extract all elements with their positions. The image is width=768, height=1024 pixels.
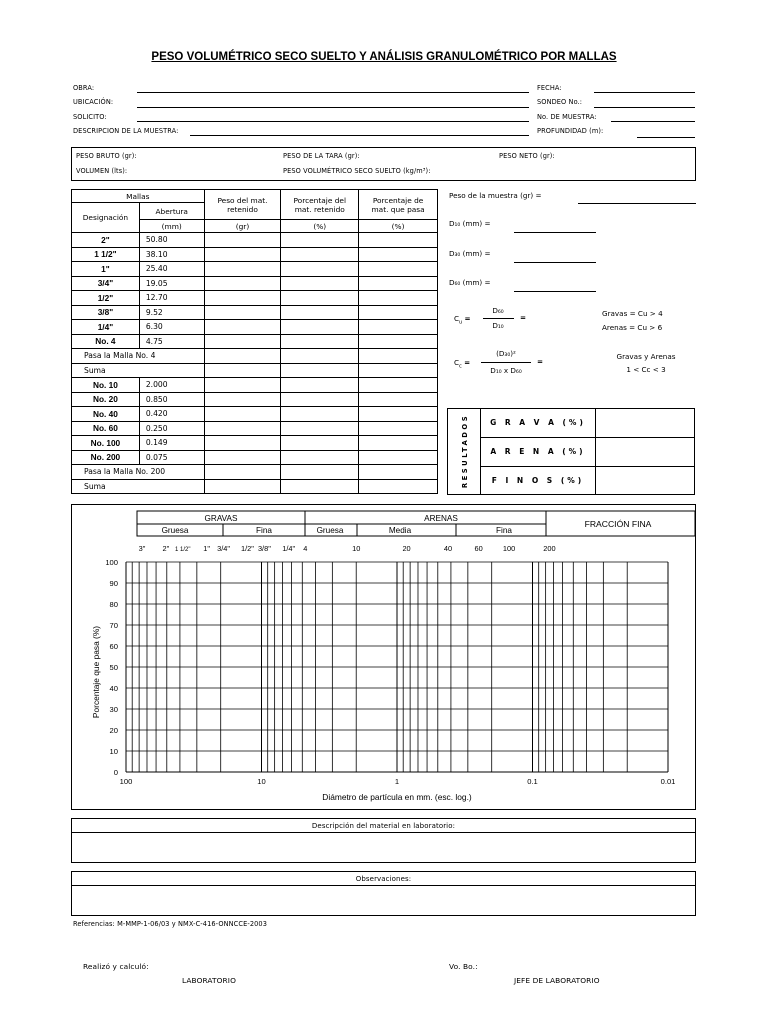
sieve-abertura: 0.149 [139, 436, 204, 451]
sieve-designacion: No. 100 [72, 436, 140, 451]
arenas-label: ARENAS [424, 514, 458, 523]
x-tick-label: 0.1 [527, 777, 538, 786]
obra-label: OBRA: [73, 84, 95, 92]
pct-pasa-unit: (%) [359, 220, 438, 233]
abertura-header: Abertura [139, 203, 204, 220]
sieve-size-label: 4 [303, 544, 308, 553]
cu-denominator: D₁₀ [492, 321, 504, 330]
sieve-designacion: No. 60 [72, 421, 140, 436]
y-tick-label: 0 [113, 768, 118, 777]
cc-symbol: $C_c$ = [454, 358, 471, 370]
x-tick-label: 0.01 [660, 777, 676, 786]
x-tick-label: 100 [119, 777, 133, 786]
abertura-unit: (mm) [139, 220, 204, 233]
volumen-label: VOLUMEN (lts): [76, 167, 128, 175]
sieve-abertura: 0.075 [139, 450, 204, 465]
observaciones-box [71, 871, 696, 916]
jefe-laboratorio-label: JEFE DE LABORATORIO [514, 976, 600, 985]
pct-pasa-header: Porcentaje de mat. que pasa [359, 190, 438, 220]
sieve-designacion: 1" [72, 262, 140, 277]
pct-retenido-header: Porcentaje del mat. retenido [281, 190, 359, 220]
vobo-label: Vo. Bo.: [449, 962, 478, 971]
sieve-abertura: 9.52 [139, 305, 204, 320]
pct-unit: (%) [281, 220, 359, 233]
sieve-size-label: 100 [502, 544, 516, 553]
sondeo-label: SONDEO No.: [537, 98, 583, 106]
peso-unit: (gr) [204, 220, 281, 233]
y-tick-label: 60 [109, 642, 118, 651]
arenas-media-label: Media [388, 526, 412, 535]
cu-numerator: D₆₀ [492, 306, 504, 315]
x-tick-labels [120, 777, 676, 786]
referencias: Referencias: M-MMP-1-06/03 y NMX-C-416-ONNCCE-2003 [73, 920, 268, 928]
fraccion-fina-label: FRACCIÓN FINA [584, 519, 652, 529]
d10-label: D₁₀ (mm) = [449, 219, 491, 228]
sieve-designacion: 1/4" [72, 320, 140, 335]
sieve-designacion: No. 10 [72, 378, 140, 393]
y-axis-label: Porcentaje que pasa (%) [91, 625, 101, 719]
descripcion-lab-label: Descripción del material en laboratorio: [311, 822, 456, 830]
arenas-cu: Arenas = Cu > 6 [602, 323, 663, 332]
sieve-abertura: 25.40 [139, 262, 204, 277]
y-tick-labels [105, 558, 118, 777]
pasa-malla-4: Pasa la Malla No. 4 [72, 349, 205, 364]
y-tick-label: 30 [109, 705, 118, 714]
observaciones-field[interactable] [72, 886, 695, 915]
observaciones-label: Observaciones: [355, 875, 412, 883]
sieve-size-label: 3" [138, 544, 146, 553]
sieve-size-label: 3/4" [217, 544, 231, 553]
resultados-label: RESULTADOS [461, 413, 469, 489]
sieve-size-label: 40 [443, 544, 453, 553]
cc-range: 1 < Cc < 3 [626, 365, 666, 374]
sieve-designacion: 3/4" [72, 276, 140, 291]
cc-denominator: D₁₀ x D₆₀ [490, 366, 522, 375]
gravas-gruesa-label: Gruesa [161, 526, 189, 535]
arenas-gruesa-label: Gruesa [316, 526, 344, 535]
sieve-designacion: 1 1/2" [72, 247, 140, 262]
gravas-arenas: Gravas y Arenas [616, 352, 676, 361]
sieve-size-label: 3/8" [257, 544, 271, 553]
sieve-abertura: 0.850 [139, 392, 204, 407]
arenas-fina-label: Fina [496, 526, 512, 535]
d60-label: D₆₀ (mm) = [449, 278, 491, 287]
mallas-header: Mallas [72, 190, 205, 203]
solicito-label: SOLICITO: [73, 113, 107, 121]
pasa-malla-200: Pasa la Malla No. 200 [72, 465, 205, 480]
y-tick-label: 100 [105, 558, 118, 567]
sieve-designacion: No. 4 [72, 334, 140, 349]
grava-pct-label: G R A V A (%) [490, 418, 586, 427]
y-tick-label: 20 [109, 726, 118, 735]
gravas-label: GRAVAS [204, 514, 238, 523]
sieve-size-label: 1" [203, 544, 211, 553]
gravas-fina-label: Fina [256, 526, 272, 535]
x-tick-label: 1 [394, 777, 400, 786]
designacion-header: Designación [72, 203, 140, 233]
peso-tara-label: PESO DE LA TARA (gr): [283, 152, 360, 160]
sieve-size-label: 20 [402, 544, 411, 553]
profundidad-label: PROFUNDIDAD (m): [537, 127, 604, 135]
y-tick-label: 10 [109, 747, 118, 756]
sieve-abertura: 19.05 [139, 276, 204, 291]
finos-pct-label: F I N O S (%) [491, 476, 585, 485]
laboratorio-label: LABORATORIO [182, 976, 236, 985]
cu-eq: = [520, 313, 527, 322]
sieve-abertura: 0.250 [139, 421, 204, 436]
sieve-size-label: 1/2" [240, 544, 254, 553]
suma-1: Suma [72, 363, 205, 378]
sieve-size-label: 200 [543, 544, 556, 553]
sieve-abertura: 12.70 [139, 291, 204, 306]
sieve-abertura: 0.420 [139, 407, 204, 422]
ubicacion-label: UBICACIÓN: [73, 98, 114, 106]
chart-grid [126, 562, 668, 772]
sieve-designacion: 1/2" [72, 291, 140, 306]
x-axis-label: Diámetro de partícula en mm. (esc. log.) [322, 792, 472, 802]
y-tick-label: 40 [109, 684, 118, 693]
sieve-designacion: No. 40 [72, 407, 140, 422]
descripcion-lab-field[interactable] [72, 833, 695, 862]
peso-muestra-label: Peso de la muestra (gr) = [449, 191, 542, 200]
no-muestra-label: No. DE MUESTRA: [537, 113, 597, 121]
cu-symbol: $C_u$ = [454, 314, 471, 326]
fecha-label: FECHA: [537, 84, 562, 92]
y-tick-label: 50 [109, 663, 118, 672]
cc-eq: = [537, 357, 544, 366]
sieve-abertura: 38.10 [139, 247, 204, 262]
suma-2: Suma [72, 479, 205, 494]
gravas-cu: Gravas = Cu > 4 [602, 309, 663, 318]
sieve-size-label: 1 1/2" [175, 547, 191, 553]
peso-neto-label: PESO NETO (gr): [499, 152, 555, 160]
sieve-size-label: 60 [474, 544, 483, 553]
y-tick-label: 80 [109, 600, 118, 609]
sieve-designacion: 3/8" [72, 305, 140, 320]
x-tick-label: 10 [257, 777, 266, 786]
sieve-labels [139, 544, 556, 553]
sieve-size-label: 1/4" [282, 544, 296, 553]
y-tick-label: 90 [109, 579, 118, 588]
y-tick-label: 70 [109, 621, 118, 630]
arena-pct-label: A R E N A (%) [490, 447, 586, 456]
realizo-label: Realizó y calculó: [83, 962, 149, 971]
peso-bruto-label: PESO BRUTO (gr): [76, 152, 137, 160]
d30-label: D₃₀ (mm) = [449, 249, 491, 258]
sieve-size-label: 10 [352, 544, 361, 553]
peso-mat-header: Peso del mat. retenido [204, 190, 281, 220]
descripcion-muestra-label: DESCRIPCION DE LA MUESTRA: [73, 127, 179, 135]
cc-numerator: (D₃₀)² [496, 349, 516, 358]
sieve-abertura: 6.30 [139, 320, 204, 335]
peso-volumetrico-label: PESO VOLUMÉTRICO SECO SUELTO (kg/m³): [283, 167, 431, 175]
sieve-designacion: 2" [72, 233, 140, 248]
sieve-designacion: No. 200 [72, 450, 140, 465]
sieve-abertura: 50.80 [139, 233, 204, 248]
sieve-abertura: 4.75 [139, 334, 204, 349]
page-title: PESO VOLUMÉTRICO SECO SUELTO Y ANÁLISIS GRANULOMÉTRICO POR MALLAS [151, 51, 617, 63]
sieve-designacion: No. 20 [72, 392, 140, 407]
sieve-size-label: 2" [162, 544, 170, 553]
sieve-abertura: 2.000 [139, 378, 204, 393]
descripcion-lab-box [71, 818, 696, 863]
